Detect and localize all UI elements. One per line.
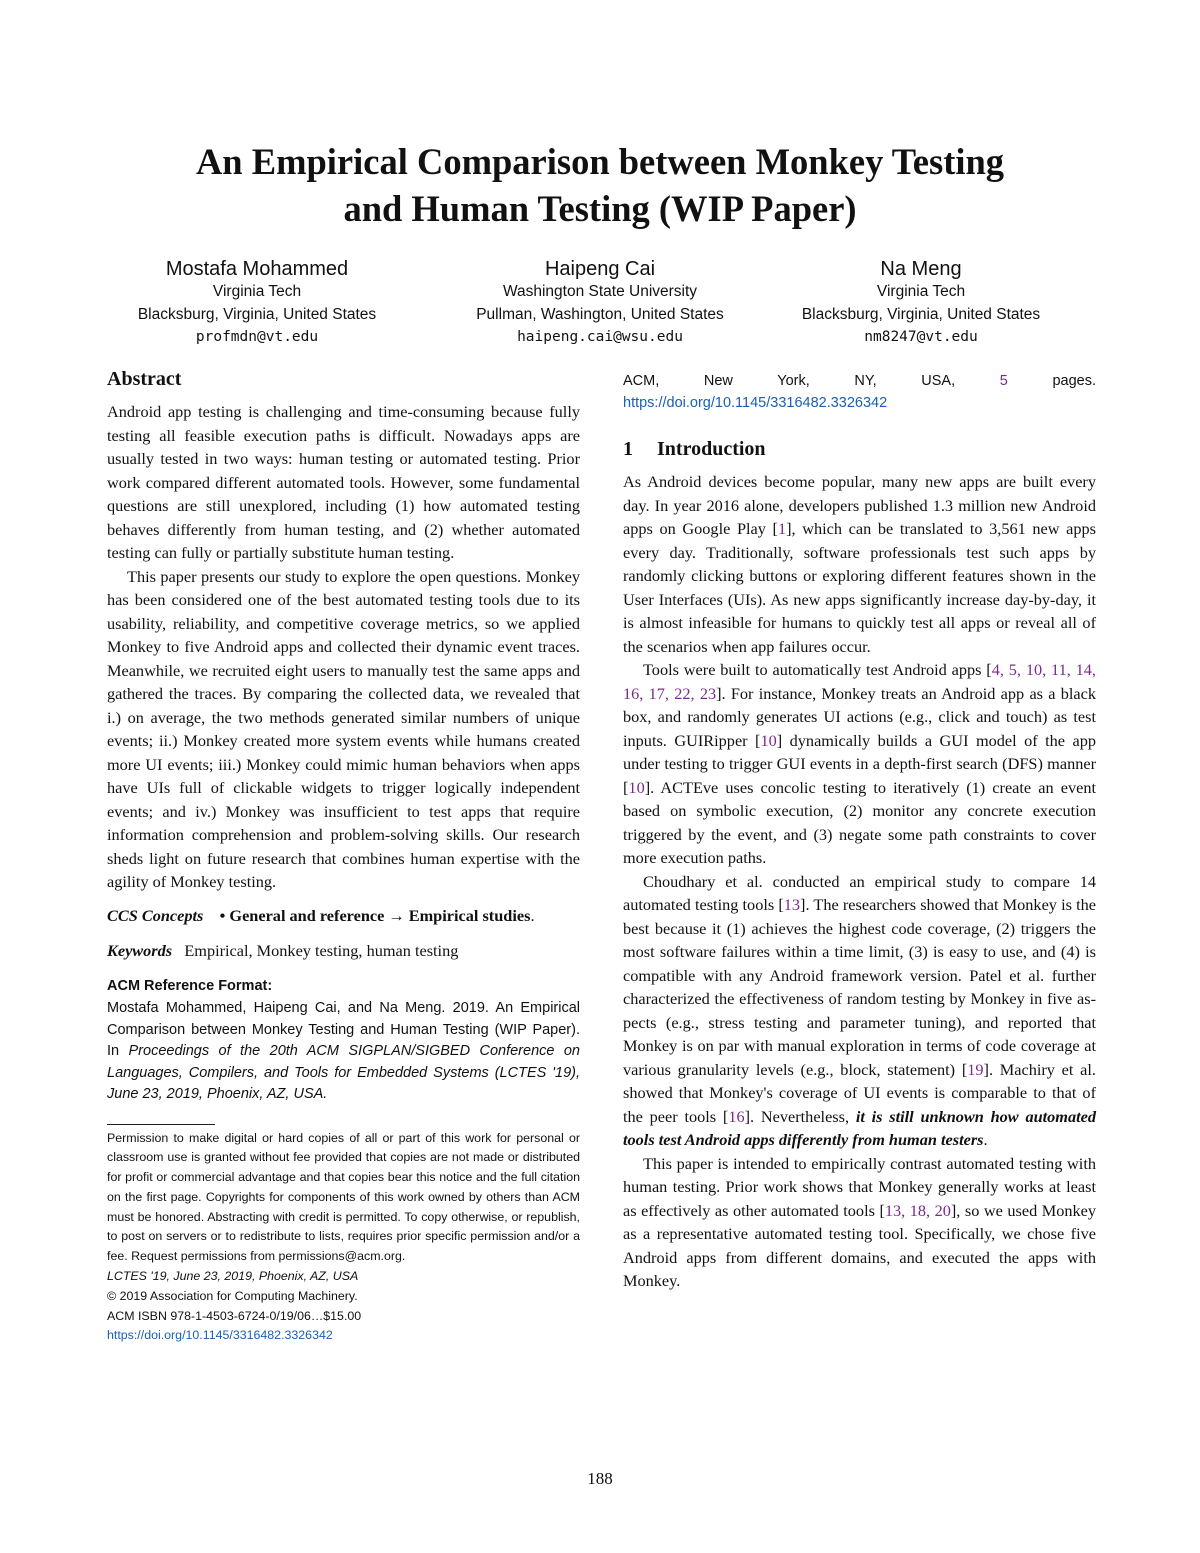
title-line-1: An Empirical Comparison between Monkey Testing: [195, 141, 1005, 182]
abstract-heading: Abstract: [107, 368, 182, 390]
abstract-paragraph-1: Android app testing is challenging and time-consuming because fully testing all feasible execution paths is difficult. Nowadays apps are usually tested in two ways: human testing or automated testing. Prior work compared different automated tools. However, some fundamental questions are still unexplored, including (1) how automated testing behaves differently from human testing, and (2) whether automated testing can fully or partially substitute human testing.: [107, 402, 580, 562]
keywords-label: Keywords: [107, 941, 173, 960]
author-location: Pullman, Washington, United States: [476, 306, 724, 323]
author-location: Blacksburg, Virginia, United States: [137, 306, 377, 323]
author-email: haipeng.cai@wsu.edu: [517, 329, 683, 345]
abstract-paragraph-2: This paper presents our study to explore the open questions. Monkey has been considered one of the best automated testing tools due to its usability, reliability, and competitive coverage metrics, so we applied Monkey to five Android apps and collected their dynamic event traces. Meanwhile, we recruited eight users to manually test the same apps and gathered the traces. By comparing the collected data, we revealed that i.) on average, the two methods generated similar numbers of unique events; ii.) Monkey created more system events while humans created more UI events; iii.) Monkey could mimic human behaviors when apps have UIs full of clickable widgets to trigger logically independent events; and iv.) Monkey was insufficient to test apps that require information comprehension and problem-solving skills. Our research sheds light on future research that combines human expertise with the agility of Monkey testing.: [107, 566, 580, 891]
acm-reference-text: [107, 998, 580, 1106]
ccs-concepts: [107, 904, 580, 928]
doi-link[interactable]: https://doi.org/10.1145/3316482.3326342: [107, 1328, 333, 1343]
intro-paragraph-4: [623, 1152, 1096, 1293]
intro-text: Choudhary et al. conducted an empirical study to compare 14 automated testing tools [: [623, 871, 1096, 914]
citation-link[interactable]: 13: [783, 895, 801, 914]
isbn-line: ACM ISBN 978-1-4503-6724-0/19/06…$15.00: [107, 1308, 362, 1323]
author-affiliation: Washington State University: [502, 283, 698, 300]
left-column: [107, 366, 580, 1346]
emphasized-finding: it is still unknown how automated tools test Android apps differently from human testers: [623, 1106, 1096, 1149]
acm-reference-venue: Proceedings of the 20th ACM SIGPLAN/SIGBED Conference on Languages, Compilers, and Tools for Embedded Systems (LCTES '19), June 23, 2019, Phoenix, AZ, USA.: [107, 1043, 580, 1102]
citation-link[interactable]: 13, 18, 20: [884, 1200, 951, 1220]
acm-reference-continued: [623, 371, 1096, 414]
intro-text: ]. Machiry et al. showed that Monkey's coverage of UI events is comparable to that of the peer tools [: [623, 1059, 1096, 1126]
pages-count: 5: [999, 373, 1008, 389]
intro-paragraph-1: [623, 470, 1096, 658]
intro-text: ]. For instance, Monkey treats an Android app as a black box, and randomly generates UI actions (e.g., click and touch) as test inputs. GUIRipper [: [623, 683, 1096, 750]
footnote-divider: [107, 1124, 215, 1125]
permission-notice: [107, 1129, 580, 1347]
title-line-2: and Human Testing (WIP Paper): [343, 188, 857, 229]
intro-text: .: [983, 1130, 988, 1149]
acm-reference-heading: ACM Reference Format:: [107, 977, 273, 994]
ccs-label: CCS Concepts: [107, 905, 204, 925]
intro-paragraph-2: [623, 658, 1096, 870]
intro-text: ], so we used Monkey as a representative automated testing tool. Specifically, we chose five Android apps from different domains, and executed the apps with Monkey.: [623, 1200, 1097, 1290]
ccs-text: • General and reference → Empirical studies: [219, 905, 531, 925]
paper-title: [0, 138, 1200, 232]
author-affiliation: Virginia Tech: [876, 283, 966, 300]
citation-link[interactable]: 19: [967, 1059, 984, 1079]
reference-doi-link[interactable]: https://doi.org/10.1145/3316482.3326342: [623, 394, 888, 411]
ccs-end: .: [530, 905, 535, 925]
intro-text: As Android devices become popular, many new apps are built every day. In year 2016 alone, developers published 1.3 million new Android apps on Google Play [: [623, 472, 1096, 538]
citation-link[interactable]: 16: [728, 1106, 745, 1126]
intro-text: ]. Nevertheless,: [744, 1106, 856, 1126]
section-title: Introduction: [657, 438, 766, 460]
keywords-text: Empirical, Monkey testing, human testing: [184, 941, 459, 960]
right-column: [623, 371, 1096, 1293]
intro-text: ]. ACTEve uses concolic testing to iteratively (1) create an event based on symbolic execution, (2) monitor any concrete execution triggered by the event, and (3) negate some path constraints to cover more execution paths.: [623, 777, 1096, 867]
acm-reference-publisher: ACM, New York, NY, USA,: [623, 373, 1000, 389]
author-name: Mostafa Mohammed: [165, 258, 349, 280]
keywords: [107, 939, 580, 963]
author-block-2: [435, 258, 765, 349]
citation-link[interactable]: 1: [777, 519, 787, 538]
citation-link[interactable]: 10: [760, 730, 777, 750]
intro-text: ]. The researchers showed that Monkey is the best because it (1) achieves the highest code coverage, (2) triggers the most software failures within a time limit, (3) is easy to use, and (4) is compatible with any Android framework version. Patel et al. further characterized the effectiveness of random testing by Monkey in five aspects (e.g., stress testing and parameter tuning), and reported that Monkey is on par with manual exploration in terms of code coverage at various granularity levels (e.g., block, statement) [: [623, 895, 1096, 1079]
intro-text: Tools were built to automatically test Android apps [: [643, 660, 992, 679]
author-name: Haipeng Cai: [544, 258, 656, 280]
conference-line: LCTES '19, June 23, 2019, Phoenix, AZ, USA: [107, 1269, 359, 1284]
intro-text: ] dynamically builds a GUI model of the app under testing to trigger GUI events in a depth-first search (DFS) manner [: [623, 730, 1097, 797]
author-block-1: [92, 258, 422, 349]
acm-reference-authors: Mostafa Mohammed, Haipeng Cai, and Na Meng. 2019. An Empirical Comparison between Monkey Testing and Human Testing (WIP Paper). In: [107, 1000, 580, 1059]
pages-word: pages.: [1007, 373, 1096, 389]
author-affiliation: Virginia Tech: [212, 283, 302, 300]
permission-text: Permission to make digital or hard copies of all or part of this work for personal or classroom use is granted without fee provided that copies are not made or distributed for profit or commercial advantage and that copies bear this notice and the full citation on the first page. Copyrights for components of this work owned by others than ACM must be honored. Abstracting with credit is permitted. To copy otherwise, or republish, to post on servers or to redistribute to lists, requires prior specific permission and/or a fee. Request permissions from permissions@acm.org.: [107, 1130, 580, 1264]
intro-text: ], which can be translated to 3,561 new apps every day. Traditionally, software professionals test such apps by randomly clicking buttons or exploring different features shown in the User Interfaces (UIs). As new apps significantly increase day-by-day, it is almost infeasible for humans to quickly test all apps or reveal all of the scenarios when app failures occur.: [623, 519, 1096, 656]
page-number: 188: [587, 1469, 613, 1488]
author-email: profmdn@vt.edu: [195, 329, 319, 345]
intro-paragraph-3: [623, 870, 1096, 1152]
author-location: Blacksburg, Virginia, United States: [801, 306, 1041, 323]
section-number: 1: [623, 438, 633, 460]
author-block-3: [756, 258, 1086, 349]
author-email: nm8247@vt.edu: [864, 329, 978, 345]
author-name: Na Meng: [880, 258, 962, 280]
introduction-heading: [623, 436, 1096, 462]
citation-link[interactable]: 10: [628, 777, 645, 797]
citation-link[interactable]: 4, 5, 10, 11, 14, 16, 17, 22, 23: [623, 660, 1096, 703]
copyright-line: © 2019 Association for Computing Machinery.: [107, 1288, 358, 1303]
intro-text: This paper is intended to empirically contrast automated testing with human testing. Prior work shows that Monkey generally works at least as effectively as other automated tools [: [623, 1153, 1096, 1220]
